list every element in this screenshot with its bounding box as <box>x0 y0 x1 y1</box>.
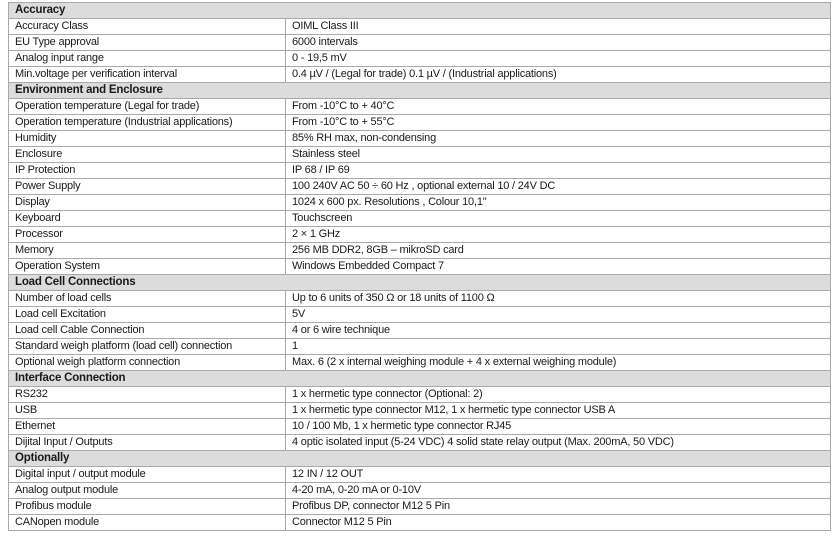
spec-label: Optional weigh platform connection <box>9 355 286 371</box>
table-row <box>9 467 831 483</box>
spec-value: 1 x hermetic type connector (Optional: 2) <box>286 387 831 403</box>
spec-value: 1 x hermetic type connector M12, 1 x hermetic type connector USB A <box>286 403 831 419</box>
spec-value: 0 - 19,5 mV <box>286 51 831 67</box>
spec-label: Analog input range <box>9 51 286 67</box>
table-row <box>9 259 831 275</box>
spec-value: 4 or 6 wire technique <box>286 323 831 339</box>
section-header-row <box>9 451 831 467</box>
table-row <box>9 115 831 131</box>
table-row <box>9 339 831 355</box>
spec-value: 256 MB DDR2, 8GB – mikroSD card <box>286 243 831 259</box>
section-header-row <box>9 3 831 19</box>
spec-label: IP Protection <box>9 163 286 179</box>
table-row <box>9 131 831 147</box>
table-row <box>9 323 831 339</box>
table-row <box>9 195 831 211</box>
table-row <box>9 243 831 259</box>
spec-value: 1024 x 600 px. Resolutions , Colour 10,1" <box>286 195 831 211</box>
spec-label: Accuracy Class <box>9 19 286 35</box>
spec-value: 2 × 1 GHz <box>286 227 831 243</box>
table-row <box>9 51 831 67</box>
spec-value: Touchscreen <box>286 211 831 227</box>
spec-label: Load cell Cable Connection <box>9 323 286 339</box>
spec-label: Operation temperature (Industrial applications) <box>9 115 286 131</box>
spec-label: Load cell Excitation <box>9 307 286 323</box>
spec-label: CANopen module <box>9 515 286 531</box>
spec-value: Stainless steel <box>286 147 831 163</box>
spec-label: Ethernet <box>9 419 286 435</box>
table-row <box>9 435 831 451</box>
table-row <box>9 419 831 435</box>
spec-label: Analog output module <box>9 483 286 499</box>
spec-table <box>8 2 831 531</box>
table-row <box>9 19 831 35</box>
spec-value: OIML Class III <box>286 19 831 35</box>
table-row <box>9 355 831 371</box>
spec-label: Profibus module <box>9 499 286 515</box>
table-row <box>9 387 831 403</box>
spec-label: Operation System <box>9 259 286 275</box>
spec-value: Windows Embedded Compact 7 <box>286 259 831 275</box>
section-title: Load Cell Connections <box>9 275 831 291</box>
table-row <box>9 291 831 307</box>
spec-value: Profibus DP, connector M12 5 Pin <box>286 499 831 515</box>
table-row <box>9 179 831 195</box>
spec-label: Display <box>9 195 286 211</box>
table-row <box>9 227 831 243</box>
table-row <box>9 147 831 163</box>
spec-table-body <box>9 3 831 531</box>
spec-label: Humidity <box>9 131 286 147</box>
section-title: Accuracy <box>9 3 831 19</box>
spec-value: From -10°C to + 40°C <box>286 99 831 115</box>
table-row <box>9 403 831 419</box>
spec-label: Processor <box>9 227 286 243</box>
table-row <box>9 99 831 115</box>
table-row <box>9 499 831 515</box>
table-row <box>9 483 831 499</box>
spec-label: Memory <box>9 243 286 259</box>
section-header-row <box>9 371 831 387</box>
spec-label: EU Type approval <box>9 35 286 51</box>
spec-value: 4-20 mA, 0-20 mA or 0-10V <box>286 483 831 499</box>
spec-label: RS232 <box>9 387 286 403</box>
spec-value: 12 IN / 12 OUT <box>286 467 831 483</box>
spec-value: Connector M12 5 Pin <box>286 515 831 531</box>
section-title: Environment and Enclosure <box>9 83 831 99</box>
spec-label: Enclosure <box>9 147 286 163</box>
spec-value: 0.4 µV / (Legal for trade) 0.1 µV / (Industrial applications) <box>286 67 831 83</box>
spec-value: 85% RH max, non-condensing <box>286 131 831 147</box>
table-row <box>9 67 831 83</box>
table-row <box>9 211 831 227</box>
spec-label: USB <box>9 403 286 419</box>
spec-label: Digital input / output module <box>9 467 286 483</box>
spec-value: 100 240V AC 50 ÷ 60 Hz , optional external 10 / 24V DC <box>286 179 831 195</box>
table-row <box>9 307 831 323</box>
spec-value: 1 <box>286 339 831 355</box>
spec-label: Operation temperature (Legal for trade) <box>9 99 286 115</box>
section-header-row <box>9 83 831 99</box>
spec-value: Max. 6 (2 x internal weighing module + 4 x external weighing module) <box>286 355 831 371</box>
spec-label: Keyboard <box>9 211 286 227</box>
spec-label: Number of load cells <box>9 291 286 307</box>
spec-value: Up to 6 units of 350 Ω or 18 units of 1100 Ω <box>286 291 831 307</box>
section-title: Interface Connection <box>9 371 831 387</box>
section-title: Optionally <box>9 451 831 467</box>
section-header-row <box>9 275 831 291</box>
spec-value: 5V <box>286 307 831 323</box>
table-row <box>9 163 831 179</box>
spec-value: From -10°C to + 55°C <box>286 115 831 131</box>
spec-label: Standard weigh platform (load cell) connection <box>9 339 286 355</box>
spec-value: 10 / 100 Mb, 1 x hermetic type connector RJ45 <box>286 419 831 435</box>
spec-label: Min.voltage per verification interval <box>9 67 286 83</box>
table-row <box>9 515 831 531</box>
spec-value: IP 68 / IP 69 <box>286 163 831 179</box>
spec-label: Dijital Input / Outputs <box>9 435 286 451</box>
spec-value: 6000 intervals <box>286 35 831 51</box>
spec-value: 4 optic isolated input (5-24 VDC) 4 solid state relay output (Max. 200mA, 50 VDC) <box>286 435 831 451</box>
spec-label: Power Supply <box>9 179 286 195</box>
table-row <box>9 35 831 51</box>
